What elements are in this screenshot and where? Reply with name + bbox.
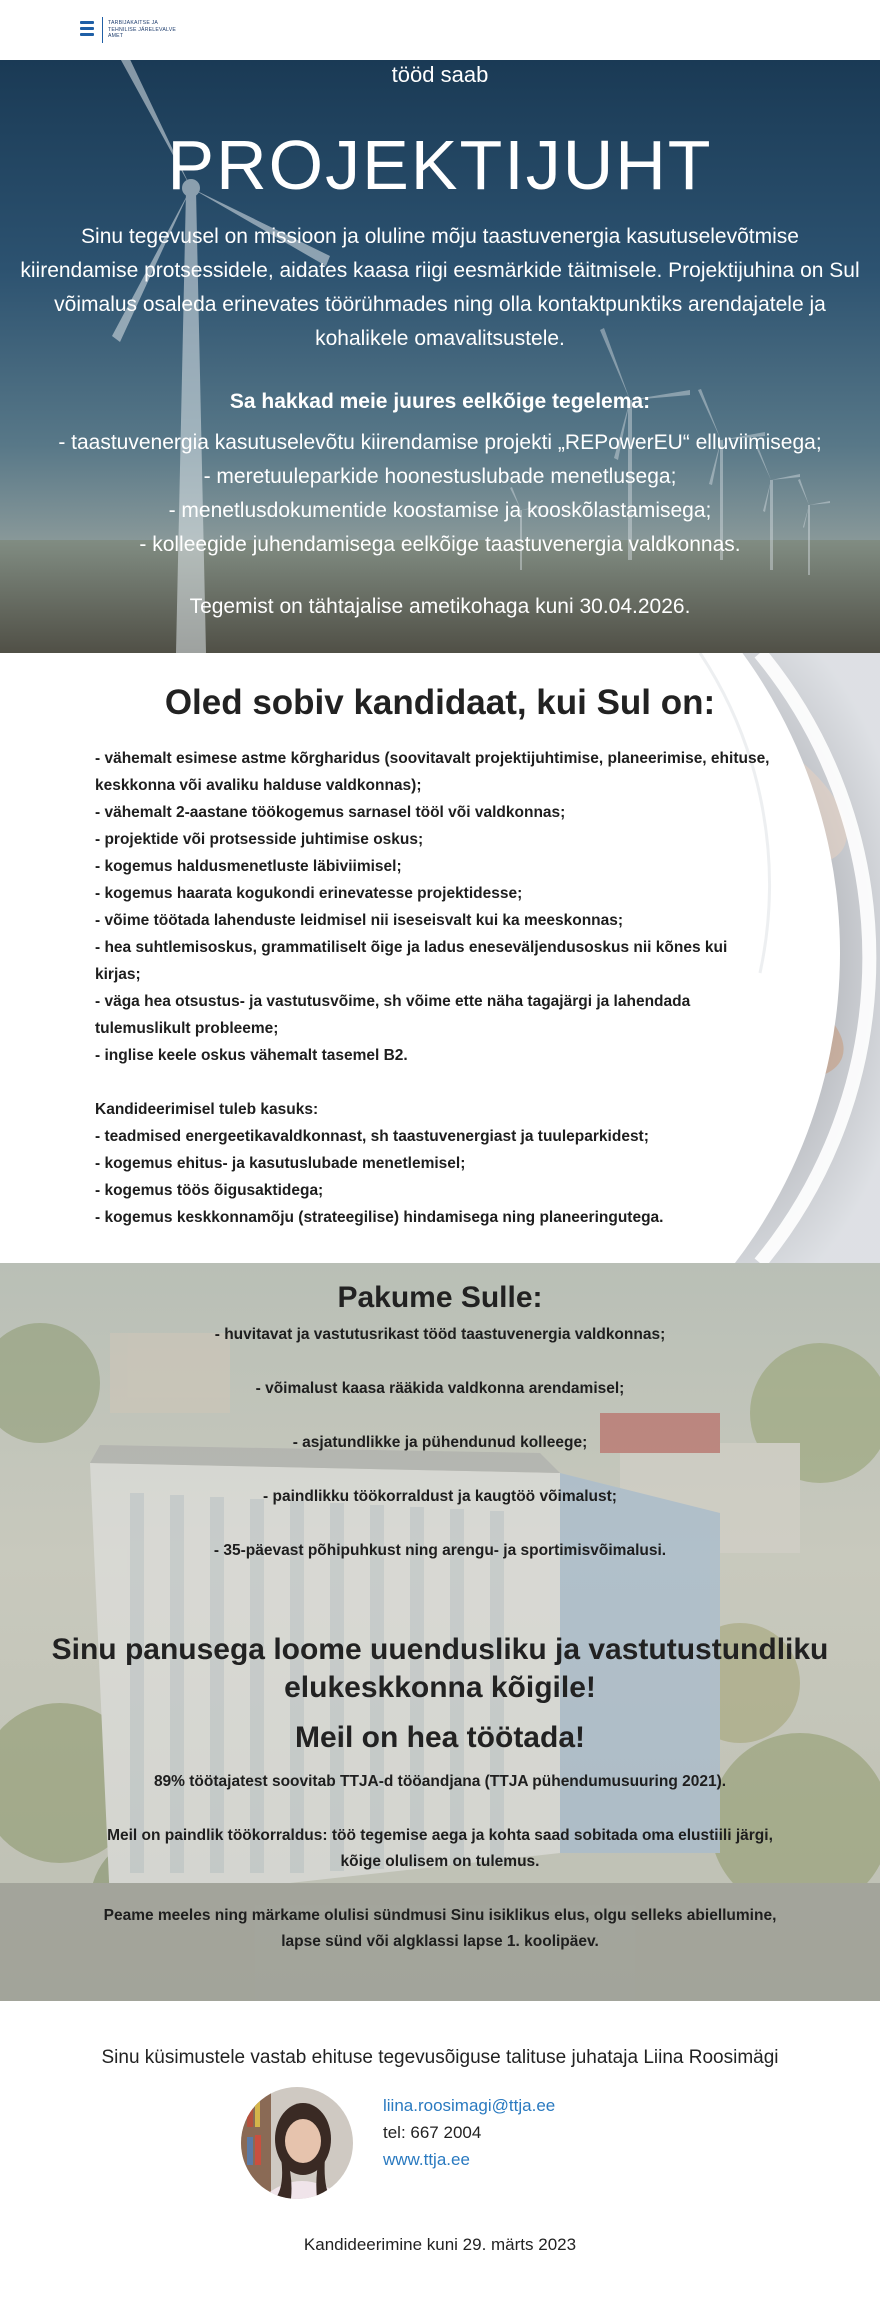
requirement-item: - kogemus haldusmenetluste läbiviimisel; — [95, 858, 402, 875]
contact-title: Sinu küsimustele vastab ehituse tegevusõiguse talituse juhataja Liina Roosimägi — [101, 2047, 779, 2068]
offer-section — [0, 1263, 880, 2001]
flexible-work-text: Meil on paindlik töökorraldus: töö tegemise aega ja kohta saad sobitada oma elustiili järgi, kõige olulisem on tulemus. — [107, 1827, 773, 1870]
offer-item: - 35-päevast põhipuhkust ning arengu- ja sportimisvõimalusi. — [213, 1542, 667, 1559]
good-place-heading: Meil on hea töötada! — [294, 1721, 585, 1754]
logo-text: TARBIJAKAITSE JA TEHNILISE JÄRELEVALVE AMET — [108, 20, 177, 40]
contract-term: Tegemist on tähtajalise ametikohaga kuni 30.04.2026. — [189, 595, 691, 618]
duty-item: - meretuuleparkide hoonestuslubade menetlusega; — [203, 465, 677, 488]
contact-avatar — [241, 2087, 353, 2199]
candidate-section — [0, 653, 880, 1263]
logo-divider — [102, 17, 103, 43]
offer-item: - huvitavat ja vastutusrikast tööd taastuvenergia valdkonnas; — [214, 1326, 666, 1343]
duty-item: - menetlusdokumentide koostamise ja kooskõlastamisega; — [168, 499, 712, 522]
requirement-item: - inglise keele oskus vähemalt tasemel B2. — [95, 1047, 408, 1064]
contact-info — [383, 2092, 555, 2173]
job-title: PROJEKTIJUHT — [167, 126, 713, 204]
requirement-item: - hea suhtlemisoskus, grammatiliselt õige ja ladus eneseväljendusoskus nii kõnes kui kirjas; — [95, 939, 728, 983]
hero-section — [0, 60, 880, 653]
person-photo — [241, 2087, 353, 2199]
website-link[interactable]: www.ttja.ee — [383, 2150, 470, 2169]
duty-item: - kolleegide juhendamisega eelkõige taastuvenergia valdkonnas. — [139, 533, 741, 556]
email-link[interactable]: liina.roosimagi@ttja.ee — [383, 2096, 556, 2115]
phone-number: tel: 667 2004 — [383, 2123, 482, 2142]
requirement-item: - vähemalt esimese astme kõrgharidus (soovitavalt projektijuhtimise, planeerimise, ehituse, keskkonna või avaliku halduse valdkonnas); — [95, 750, 770, 794]
advantage-title: Kandideerimisel tuleb kasuks: — [95, 1101, 319, 1118]
survey-text: 89% töötajatest soovitab TTJA-d tööandjana (TTJA pühendumusuuring 2021). — [153, 1773, 727, 1790]
application-deadline: Kandideerimine kuni 29. märts 2023 — [303, 2235, 577, 2254]
ttja-logo[interactable] — [78, 16, 198, 44]
coat-of-arms-icon — [78, 18, 96, 42]
contact-section — [0, 2001, 880, 2306]
candidate-title: Oled sobiv kandidaat, kui Sul on: — [164, 683, 716, 722]
requirement-item: - väga hea otsustus- ja vastutusvõime, sh võime ette näha tagajärgi ja lahendada tulemuslikult probleeme; — [95, 993, 691, 1037]
offer-list — [0, 1325, 880, 1595]
requirement-item: - kogemus haarata kogukondi erinevatesse projektidesse; — [95, 885, 523, 902]
offer-item: - asjatundlikke ja pühendunud kolleege; — [292, 1434, 588, 1451]
duties-title: Sa hakkad meie juures eelkõige tegelema: — [229, 390, 651, 413]
requirements-block — [95, 745, 775, 1231]
advantage-item: - kogemus keskkonnamõju (strateegilise) hindamisega ning planeeringutega. — [95, 1209, 664, 1226]
page-header — [0, 0, 880, 60]
slogan: Sinu panusega loome uuendusliku ja vastutustundliku elukeskkonna kõigile! — [51, 1633, 829, 1704]
offer-item: - paindlikku töökorraldust ja kaugtöö võimalust; — [263, 1488, 617, 1505]
requirement-item: - võime töötada lahenduste leidmisel nii iseseisvalt kui ka meeskonnas; — [95, 912, 624, 929]
duties-list — [0, 426, 880, 562]
requirement-item: - projektide või protsesside juhtimise oskus; — [95, 831, 424, 848]
advantage-item: - kogemus ehitus- ja kasutuslubade menetlemisel; — [95, 1155, 466, 1172]
requirement-item: - vähemalt 2-aastane töökogemus sarnasel tööl või valdkonnas; — [95, 804, 566, 821]
duty-item: - taastuvenergia kasutuselevõtu kiirendamise projekti „REPowerEU“ elluviimisega; — [58, 431, 822, 454]
advantage-item: - kogemus töös õigusaktidega; — [95, 1182, 324, 1199]
offer-item: - võimalust kaasa rääkida valdkonna arendamisel; — [255, 1380, 625, 1397]
hero-intro: Sinu tegevusel on missioon ja oluline mõju taastuvenergia kasutuselevõtmise kiirendamise protsessidele, aidates kaasa riigi eesmärkide täitmisele. Projektijuhina on Sul võimalus osaleda erinevates töörühmades ning olla kontaktpunktiks arendajatele ja kohalikele omavalitsustele. — [20, 225, 860, 350]
hero-subtitle: tööd saab — [391, 62, 489, 87]
advantage-item: - teadmised energeetikavaldkonnast, sh taastuvenergiast ja tuuleparkidest; — [95, 1128, 649, 1145]
offer-title: Pakume Sulle: — [337, 1281, 543, 1314]
life-events-text: Peame meeles ning märkame olulisi sündmusi Sinu isiklikus elus, olgu selleks abiellumine, lapse sünd või algklassi lapse 1. koolipäev. — [103, 1907, 777, 1950]
